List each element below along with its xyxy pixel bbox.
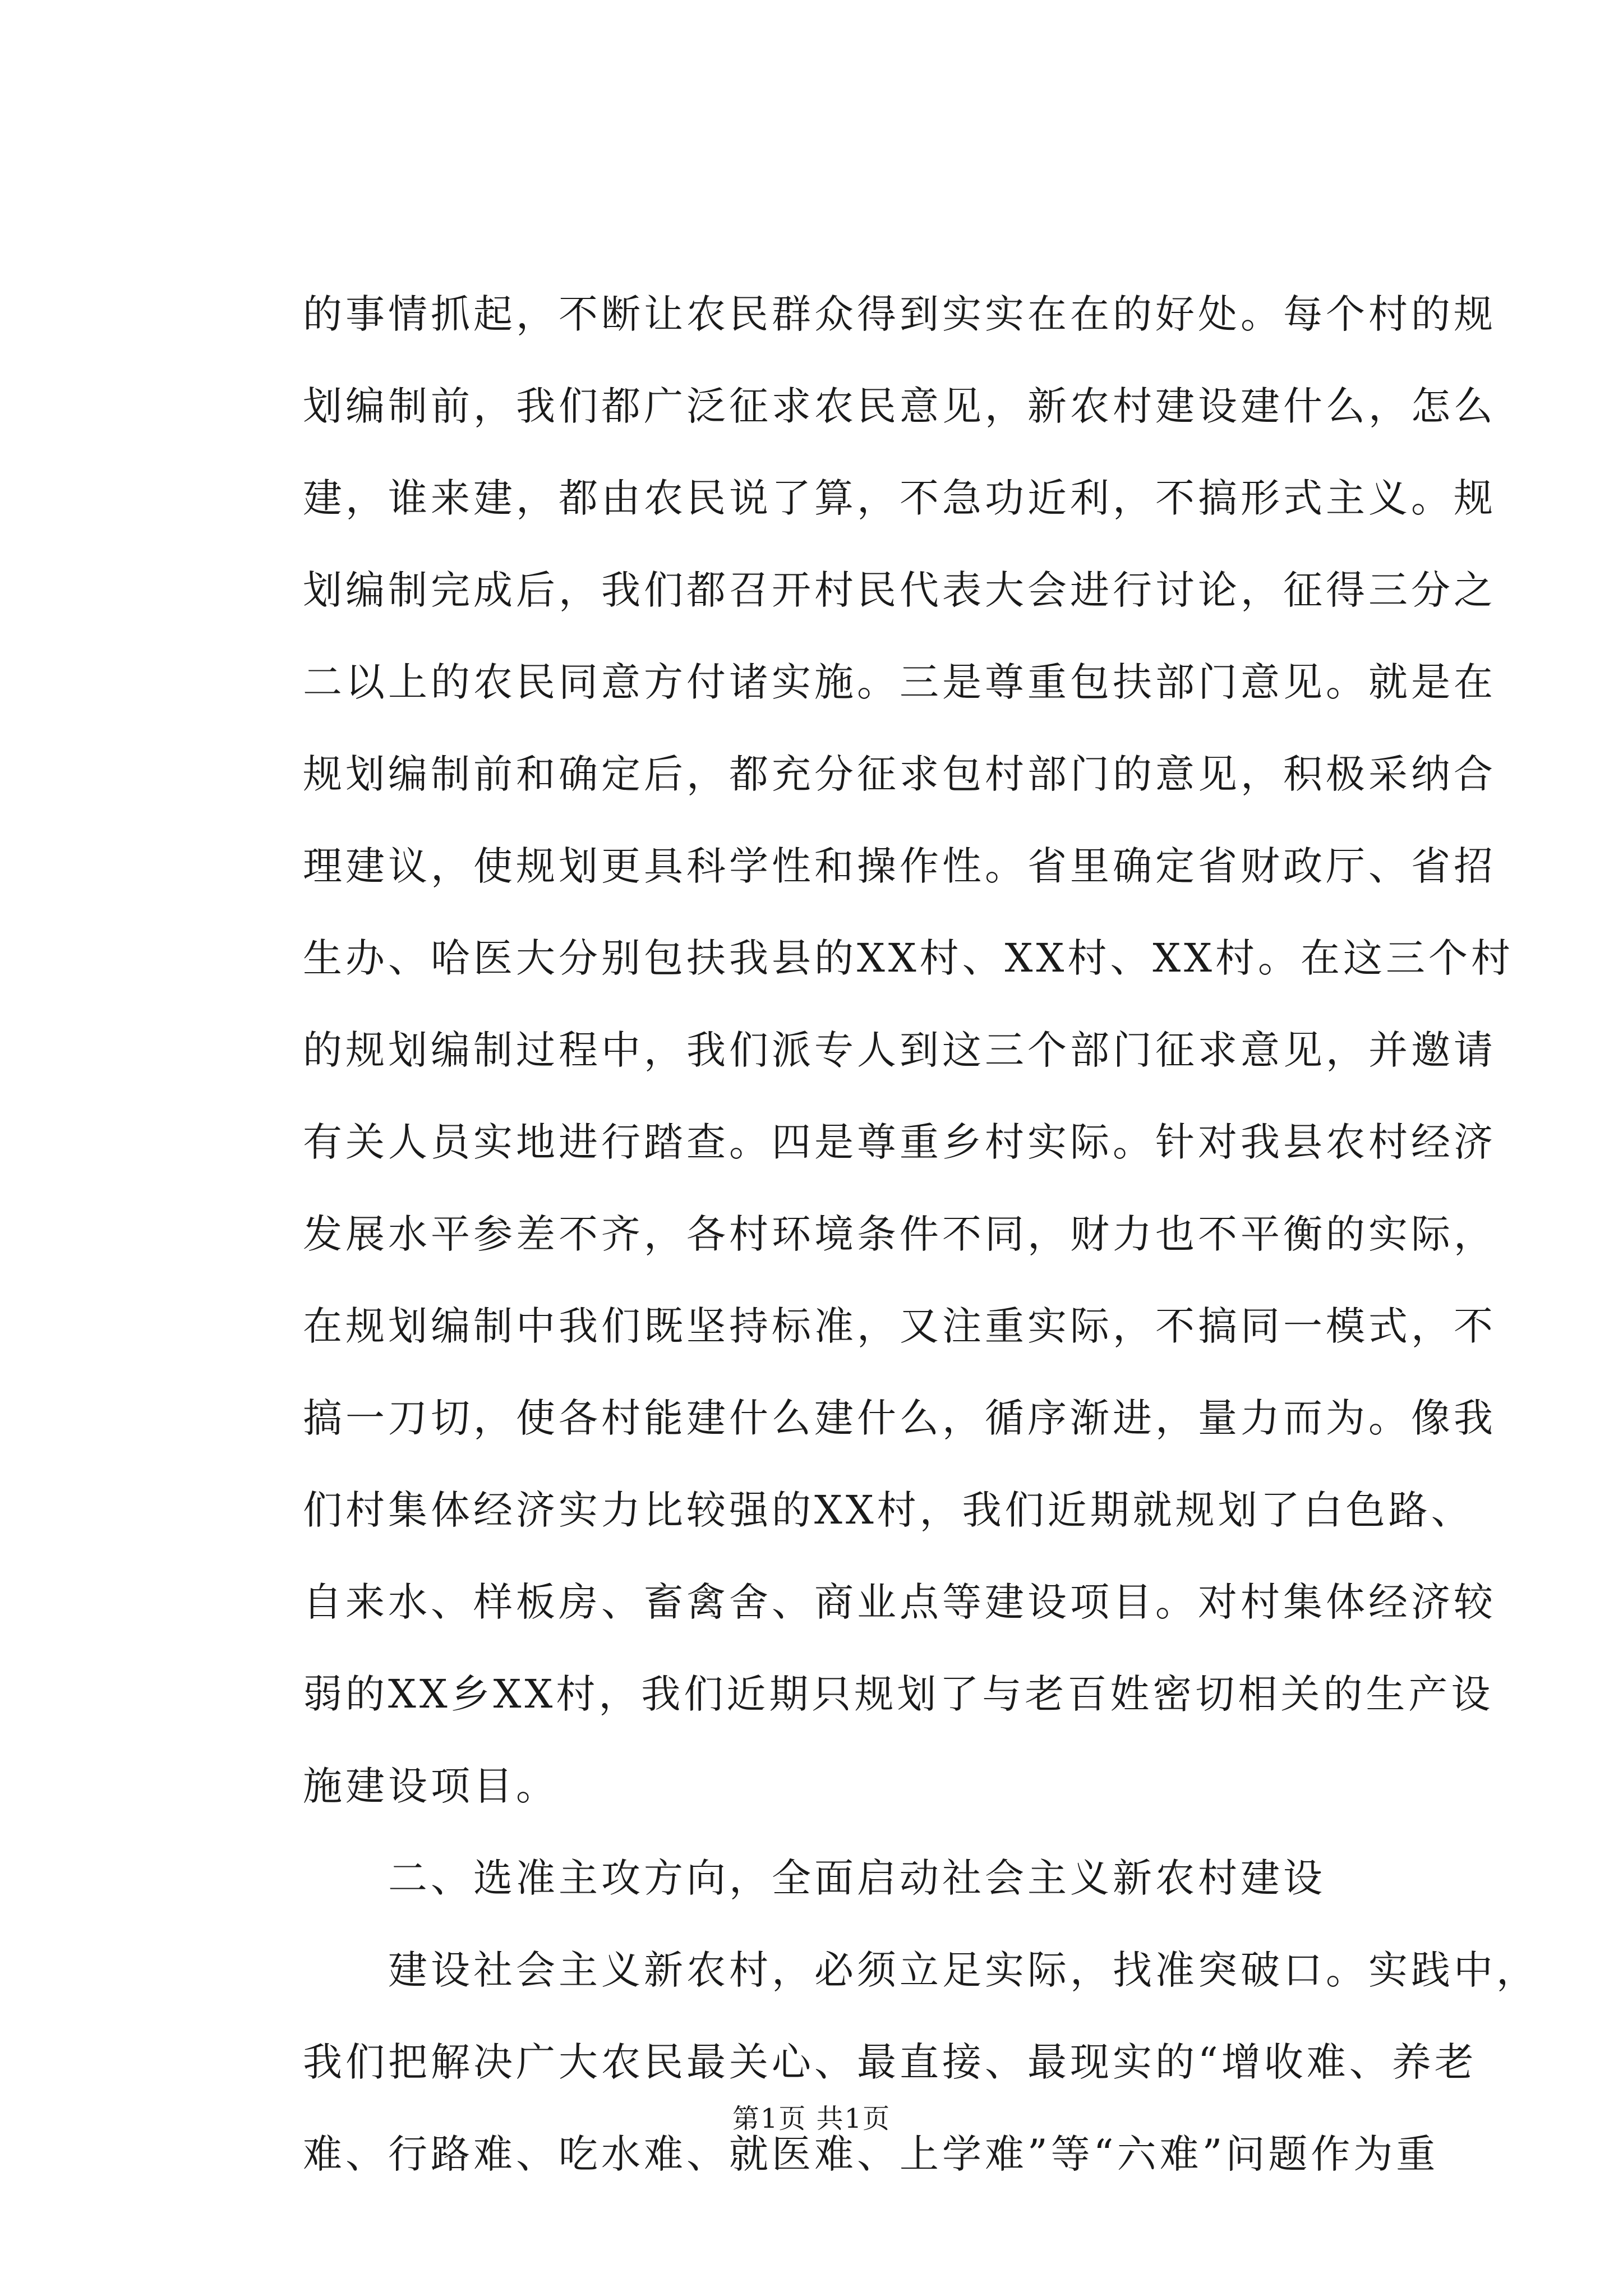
text-line: 建设社会主义新农村，必须立足实际，找准突破口。实践中，	[388, 1947, 1539, 1993]
text-line: 划编制完成后，我们都召开村民代表大会进行讨论，征得三分之	[303, 567, 1496, 613]
text-line: 二以上的农民同意方付诸实施。三是尊重包扶部门意见。就是在	[303, 659, 1496, 705]
text-line: 们村集体经济实力比较强的XX村，我们近期就规划了白色路、	[303, 1487, 1474, 1533]
text-line: 规划编制前和确定后，都充分征求包村部门的意见，积极采纳合	[303, 751, 1496, 797]
text-line: 难、行路难、吃水难、就医难、上学难”等“六难”问题作为重	[303, 2131, 1439, 2177]
text-line: 的事情抓起，不断让农民群众得到实实在在的好处。每个村的规	[303, 291, 1496, 337]
text-line: 在规划编制中我们既坚持标准，又注重实际，不搞同一模式，不	[303, 1303, 1496, 1349]
text-line: 施建设项目。	[303, 1763, 559, 1809]
text-line: 有关人员实地进行踏查。四是尊重乡村实际。针对我县农村经济	[303, 1119, 1496, 1165]
text-line: 我们把解决广大农民最关心、最直接、最现实的“增收难、养老	[303, 2039, 1477, 2085]
text-line: 生办、哈医大分别包扶我县的XX村、XX村、XX村。在这三个村	[303, 935, 1514, 981]
text-line: 建，谁来建，都由农民说了算，不急功近利，不搞形式主义。规	[303, 475, 1496, 521]
text-line: 搞一刀切，使各村能建什么建什么，循序渐进，量力而为。像我	[303, 1395, 1496, 1441]
section-heading: 二、选准主攻方向，全面启动社会主义新农村建设	[388, 1855, 1326, 1901]
page-number-label: 第1页 共1页	[732, 2103, 891, 2134]
document-body	[303, 268, 1539, 2200]
page-footer	[0, 2097, 1623, 2136]
text-line: 划编制前，我们都广泛征求农民意见，新农村建设建什么，怎么	[303, 383, 1496, 429]
text-line: 理建议，使规划更具科学性和操作性。省里确定省财政厅、省招	[303, 843, 1496, 889]
text-line: 自来水、样板房、畜禽舍、商业点等建设项目。对村集体经济较	[303, 1579, 1496, 1625]
text-line: 的规划编制过程中，我们派专人到这三个部门征求意见，并邀请	[303, 1027, 1496, 1073]
text-line: 弱的XX乡XX村，我们近期只规划了与老百姓密切相关的生产设	[303, 1671, 1494, 1717]
text-line: 发展水平参差不齐，各村环境条件不同，财力也不平衡的实际，	[303, 1211, 1496, 1257]
